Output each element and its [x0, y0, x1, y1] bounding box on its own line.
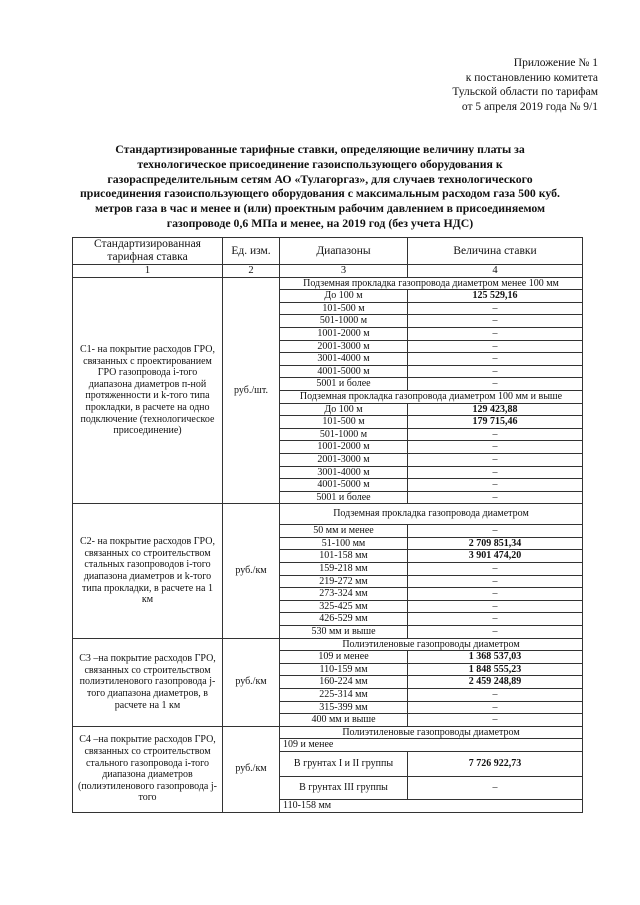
value-cell: –: [408, 701, 583, 714]
range-cell: 501-1000 м: [280, 428, 408, 441]
range-cell: 51-100 мм: [280, 537, 408, 550]
value-cell: –: [408, 453, 583, 466]
range-cell: 3001-4000 м: [280, 353, 408, 366]
range-cell: 2001-3000 м: [280, 453, 408, 466]
appendix-line: к постановлению комитета: [465, 71, 598, 84]
range-cell: 5001 и более: [280, 378, 408, 391]
range-cell: 400 мм и выше: [280, 714, 408, 727]
table-header-row: [73, 238, 583, 265]
value-cell: 1 848 555,23: [408, 663, 583, 676]
value-cell: –: [408, 441, 583, 454]
table-row: [73, 638, 583, 651]
column-number: 3: [280, 265, 408, 278]
section-heading: Подземная прокладка газопровода диаметром менее 100 мм: [280, 277, 583, 290]
value-cell: –: [408, 626, 583, 639]
value-cell: –: [408, 466, 583, 479]
value-cell: 1 368 537,03: [408, 651, 583, 664]
value-cell: 7 726 922,73: [408, 751, 583, 776]
appendix-line: Приложение № 1: [513, 57, 598, 69]
range-cell: 1001-2000 м: [280, 441, 408, 454]
range-cell: 325-425 мм: [280, 600, 408, 613]
appendix-line: Тульской области по тарифам: [452, 86, 598, 98]
rate-description-c1: С1- на покрытие расходов ГРО, связанных с проектированием ГРО газопровода i-того диапазона диаметров п-ной протяженности и k-того типа прокладки, в расчете на одно подключение (технологическое присоединение): [73, 277, 223, 504]
value-cell: 2 709 851,34: [408, 537, 583, 550]
range-cell: 101-500 м: [280, 302, 408, 315]
value-cell: –: [408, 491, 583, 504]
rate-description-c2: С2- на покрытие расходов ГРО, связанных со строительством стальных газопроводов i-того диапазона диаметров и k-того типа прокладки, в расчете на 1 км: [73, 504, 223, 638]
range-cell: В грунтах I и II группы: [280, 751, 408, 776]
table-row: [73, 277, 583, 290]
range-cell: 225-314 мм: [280, 689, 408, 702]
value-cell: –: [408, 378, 583, 391]
unit-c1: руб./шт.: [223, 277, 280, 504]
value-cell: –: [408, 600, 583, 613]
value-cell: –: [408, 428, 583, 441]
range-cell: 273-324 мм: [280, 588, 408, 601]
table-row: [73, 504, 583, 525]
range-cell: 426-529 мм: [280, 613, 408, 626]
value-cell: 3 901 474,20: [408, 550, 583, 563]
range-cell: 219-272 мм: [280, 575, 408, 588]
value-cell: –: [408, 479, 583, 492]
value-cell: 125 529,16: [408, 290, 583, 303]
range-cell: 530 мм и выше: [280, 626, 408, 639]
section-heading: Полиэтиленовые газопроводы диаметром: [280, 726, 583, 739]
range-cell: До 100 м: [280, 290, 408, 303]
section-heading: Полиэтиленовые газопроводы диаметром: [280, 638, 583, 651]
range-cell: 5001 и более: [280, 491, 408, 504]
range-cell: 160-224 мм: [280, 676, 408, 689]
rate-description-c4: С4 –на покрытие расходов ГРО, связанных со строительством стального газопровода i-того диапазона диаметров (полиэтиленового газопровода j-того: [73, 726, 223, 812]
value-cell: –: [408, 302, 583, 315]
unit-c3: руб./км: [223, 638, 280, 726]
value-cell: –: [408, 340, 583, 353]
unit-c2: руб./км: [223, 504, 280, 638]
range-cell: 109 и менее: [280, 651, 408, 664]
range-cell: 110-159 мм: [280, 663, 408, 676]
tariff-table: [72, 237, 583, 813]
value-cell: –: [408, 315, 583, 328]
range-cell: 2001-3000 м: [280, 340, 408, 353]
column-number: 2: [223, 265, 280, 278]
range-cell: 1001-2000 м: [280, 327, 408, 340]
appendix-header: [378, 56, 598, 114]
range-cell: 4001-5000 м: [280, 479, 408, 492]
column-number-row: [73, 265, 583, 278]
value-cell: –: [408, 588, 583, 601]
header-cell: Стандартизированная тарифная ставка: [73, 238, 223, 265]
appendix-line: от 5 апреля 2019 года № 9/1: [461, 100, 598, 113]
column-number: 4: [408, 265, 583, 278]
table-row: [73, 726, 583, 739]
value-cell: –: [408, 714, 583, 727]
range-cell: 50 мм и менее: [280, 525, 408, 538]
subsection-heading: 110-158 мм: [280, 799, 583, 812]
range-cell: 101-500 м: [280, 416, 408, 429]
header-cell: Ед. изм.: [223, 238, 280, 265]
value-cell: –: [408, 353, 583, 366]
value-cell: 2 459 248,89: [408, 676, 583, 689]
range-cell: 315-399 мм: [280, 701, 408, 714]
range-cell: 501-1000 м: [280, 315, 408, 328]
column-number: 1: [73, 265, 223, 278]
unit-c4: руб./км: [223, 726, 280, 812]
value-cell: –: [408, 575, 583, 588]
value-cell: –: [408, 776, 583, 799]
range-cell: До 100 м: [280, 403, 408, 416]
range-cell: В грунтах III группы: [280, 776, 408, 799]
value-cell: –: [408, 689, 583, 702]
value-cell: –: [408, 613, 583, 626]
value-cell: –: [408, 365, 583, 378]
value-cell: 179 715,46: [408, 416, 583, 429]
section-heading: Подземная прокладка газопровода диаметром: [280, 504, 583, 525]
rate-description-c3: С3 –на покрытие расходов ГРО, связанных со строительством полиэтиленового газопровода j-того диапазона диаметров, в расчете на 1 км: [73, 638, 223, 726]
range-cell: 101-158 мм: [280, 550, 408, 563]
value-cell: –: [408, 525, 583, 538]
value-cell: –: [408, 327, 583, 340]
range-cell: 3001-4000 м: [280, 466, 408, 479]
header-cell: Величина ставки: [408, 238, 583, 265]
range-cell: 159-218 мм: [280, 563, 408, 576]
subsection-heading: 109 и менее: [280, 739, 583, 752]
document-title: Стандартизированные тарифные ставки, определяющие величину платы за технологическое присоединение газоиспользующего оборудования к газораспределительным сетям АО «Тулагоргаз», для случаев технологического присоединения газоиспользующего оборудования с максимальным расходом газа 500 куб. метров газа в час и менее и (или) проектным рабочим давлением в присоединяемом газопроводе 0,6 МПа и менее, на 2019 год (без учета НДС): [80, 142, 560, 230]
header-cell: Диапазоны: [280, 238, 408, 265]
range-cell: 4001-5000 м: [280, 365, 408, 378]
section-heading: Подземная прокладка газопровода диаметром 100 мм и выше: [280, 390, 583, 403]
value-cell: 129 423,88: [408, 403, 583, 416]
value-cell: –: [408, 563, 583, 576]
